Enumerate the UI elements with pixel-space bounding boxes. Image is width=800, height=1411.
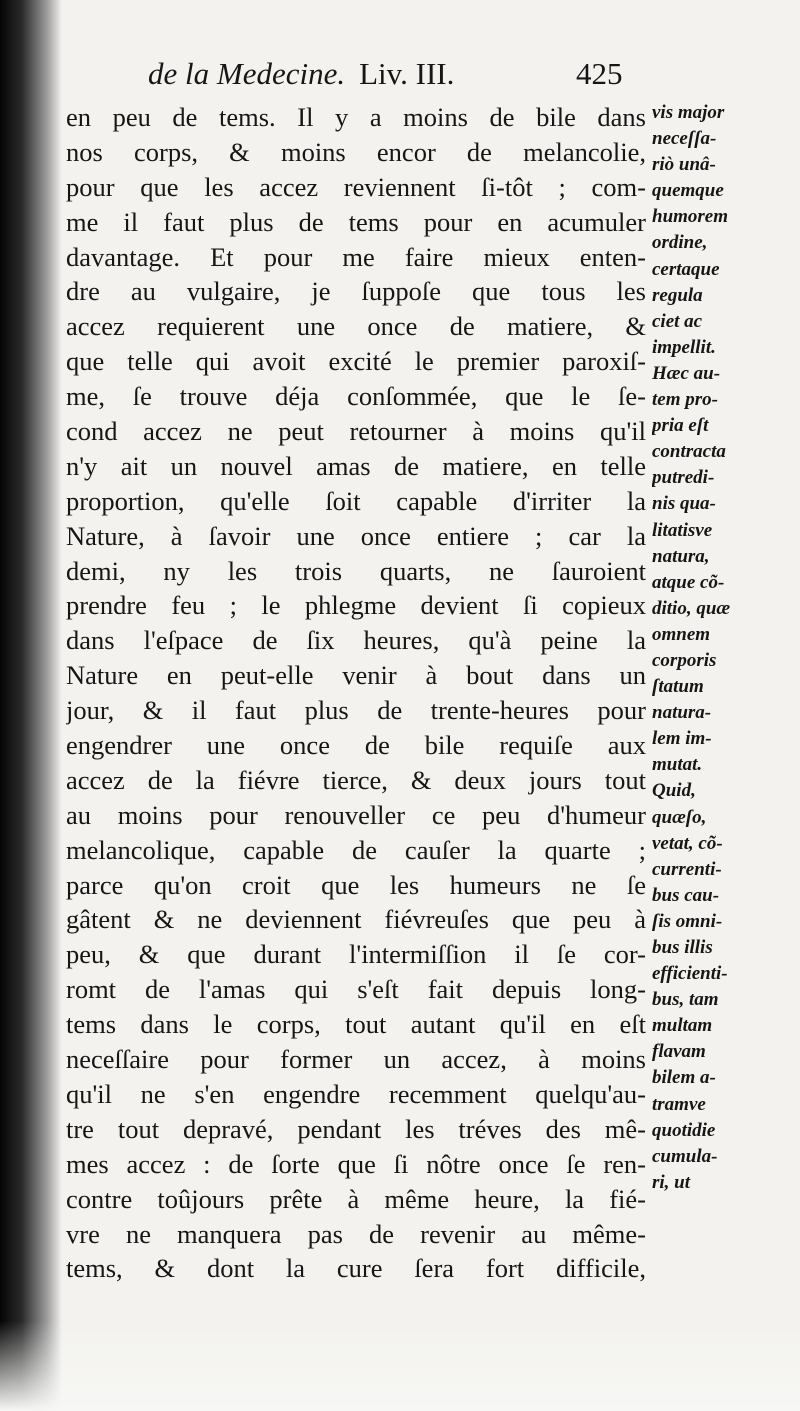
text-line: Nature en peut-elle venir à bout dans un	[66, 660, 646, 691]
margin-note-line: natura-	[652, 702, 712, 724]
margin-note-line: ditio, quæ	[652, 597, 731, 619]
text-line: prendre feu ; le phlegme devient ſi copieux	[66, 590, 646, 621]
margin-note-line: corporis	[652, 649, 717, 671]
margin-note-line: certaque	[652, 258, 720, 280]
margin-note-line: ordine,	[652, 232, 708, 254]
text-line: contre toûjours prête à même heure, la fié-	[66, 1183, 646, 1214]
text-line: engendrer une once de bile requiſe aux	[66, 730, 646, 761]
margin-note-line: nis qua-	[652, 493, 716, 515]
margin-note-line: bus illis	[652, 937, 713, 958]
margin-note-line: mutat.	[652, 754, 703, 776]
margin-note-line: lem im-	[652, 728, 712, 750]
text-line: davantage. Et pour me faire mieux enten-	[66, 241, 646, 272]
margin-note-line: currenti-	[652, 858, 722, 880]
margin-note-line: riò unâ-	[652, 154, 716, 176]
text-line: dre au vulgaire, je ſuppoſe que tous les	[66, 276, 646, 307]
text-line: melancolique, capable de cauſer la quarte ;	[66, 834, 646, 865]
margin-note-line: tem pro-	[652, 389, 718, 411]
margin-note-line: bilem a-	[652, 1067, 716, 1089]
margin-note-line: quæſo,	[652, 806, 707, 828]
text-line: me il faut plus de tems pour en acumuler	[66, 206, 646, 237]
text-line: pour que les accez reviennent ſi-tôt ; com-	[66, 171, 646, 202]
text-line: tre tout depravé, pendant les tréves des mê-	[66, 1113, 646, 1144]
margin-note-line: regula	[652, 284, 703, 306]
binding-shadow	[0, 0, 62, 1411]
page-bottom-edge	[0, 1321, 800, 1411]
text-line: vre ne manquera pas de revenir au même-	[66, 1218, 646, 1249]
margin-note-line: bus cau-	[652, 884, 720, 906]
running-head	[148, 52, 648, 96]
margin-note-line: humorem	[652, 206, 729, 228]
margin-note-line: contracta	[652, 441, 726, 463]
margin-note-line: multam	[652, 1015, 713, 1037]
margin-note-line: quemque	[652, 180, 724, 202]
margin-note-line: Hæc au-	[652, 362, 721, 384]
text-line: peu, & que durant l'intermiſſion il ſe cor-	[66, 939, 646, 970]
text-line: qu'il ne s'en engendre recemment quelqu'au-	[66, 1078, 646, 1109]
running-head-book: Liv. III.	[359, 56, 455, 91]
text-line: tems dans le corps, tout autant qu'il en eſt	[66, 1009, 646, 1040]
text-line: cond accez ne peut retourner à moins qu'il	[66, 416, 646, 447]
margin-note-line: atque cõ-	[652, 571, 725, 593]
margin-note-line: impellit.	[652, 336, 716, 358]
margin-note-line: neceſſa-	[652, 128, 717, 150]
text-line: Nature, à ſavoir une once entiere ; car la	[66, 520, 646, 551]
margin-note-line: natura,	[652, 545, 710, 567]
margin-note-line: flavam	[652, 1041, 706, 1063]
margin-note-line: litatisve	[652, 519, 713, 541]
margin-note-line: putredi-	[652, 467, 715, 489]
margin-note-line: ſtatum	[652, 676, 704, 698]
margin-note-line: cumula-	[652, 1145, 718, 1167]
text-line: au moins pour renouveller ce peu d'humeur	[66, 799, 646, 830]
text-line: parce qu'on croit que les humeurs ne ſe	[66, 869, 646, 900]
margin-note-line: efficienti-	[652, 963, 728, 985]
text-line: mes accez : de ſorte que ſi nôtre once ſe ren-	[66, 1148, 646, 1179]
margin-note-line: pria eſt	[652, 415, 709, 437]
margin-note-line: Quid,	[652, 780, 696, 802]
body-text	[66, 100, 646, 1286]
margin-note-line: ſis omni-	[652, 910, 723, 932]
margin-note-line: vis major	[652, 102, 725, 123]
text-line: en peu de tems. Il y a moins de bile dans	[66, 102, 646, 132]
margin-note-line: bus, tam	[652, 989, 719, 1011]
text-line: gâtent & ne deviennent fiévreuſes que peu à	[66, 904, 646, 935]
text-line: tems, & dont la cure ſera fort difficile,	[66, 1253, 646, 1284]
text-line: demi, ny les trois quarts, ne ſauroient	[66, 555, 646, 586]
text-line: jour, & il faut plus de trente-heures pour	[66, 695, 646, 726]
text-line: proportion, qu'elle ſoit capable d'irriter la	[66, 485, 646, 516]
margin-note-line: tramve	[652, 1093, 706, 1115]
text-line: dans l'eſpace de ſix heures, qu'à peine la	[66, 625, 646, 656]
text-line: accez de la fiévre tierce, & deux jours tout	[66, 764, 646, 795]
text-line: me, ſe trouve déja conſommée, que le ſe-	[66, 381, 646, 412]
text-line: neceſſaire pour former un accez, à moins	[66, 1044, 646, 1075]
text-line: romt de l'amas qui s'eſt fait depuis long-	[66, 974, 646, 1005]
text-line: que telle qui avoit excité le premier paroxiſ-	[66, 346, 646, 377]
text-line: n'y ait un nouvel amas de matiere, en telle	[66, 450, 646, 481]
page-number: 425	[576, 56, 623, 91]
margin-note-line: vetat, cõ-	[652, 832, 723, 854]
margin-note-line: ri, ut	[652, 1171, 691, 1193]
text-line: accez requierent une once de matiere, &	[66, 311, 646, 342]
margin-note-line: ciet ac	[652, 310, 703, 332]
running-head-title: de la Medecine.	[148, 56, 346, 91]
margin-notes	[652, 100, 792, 1196]
margin-note-line: omnem	[652, 623, 711, 645]
text-line: nos corps, & moins encor de melancolie,	[66, 136, 646, 167]
margin-note-line: quotidie	[652, 1119, 716, 1141]
